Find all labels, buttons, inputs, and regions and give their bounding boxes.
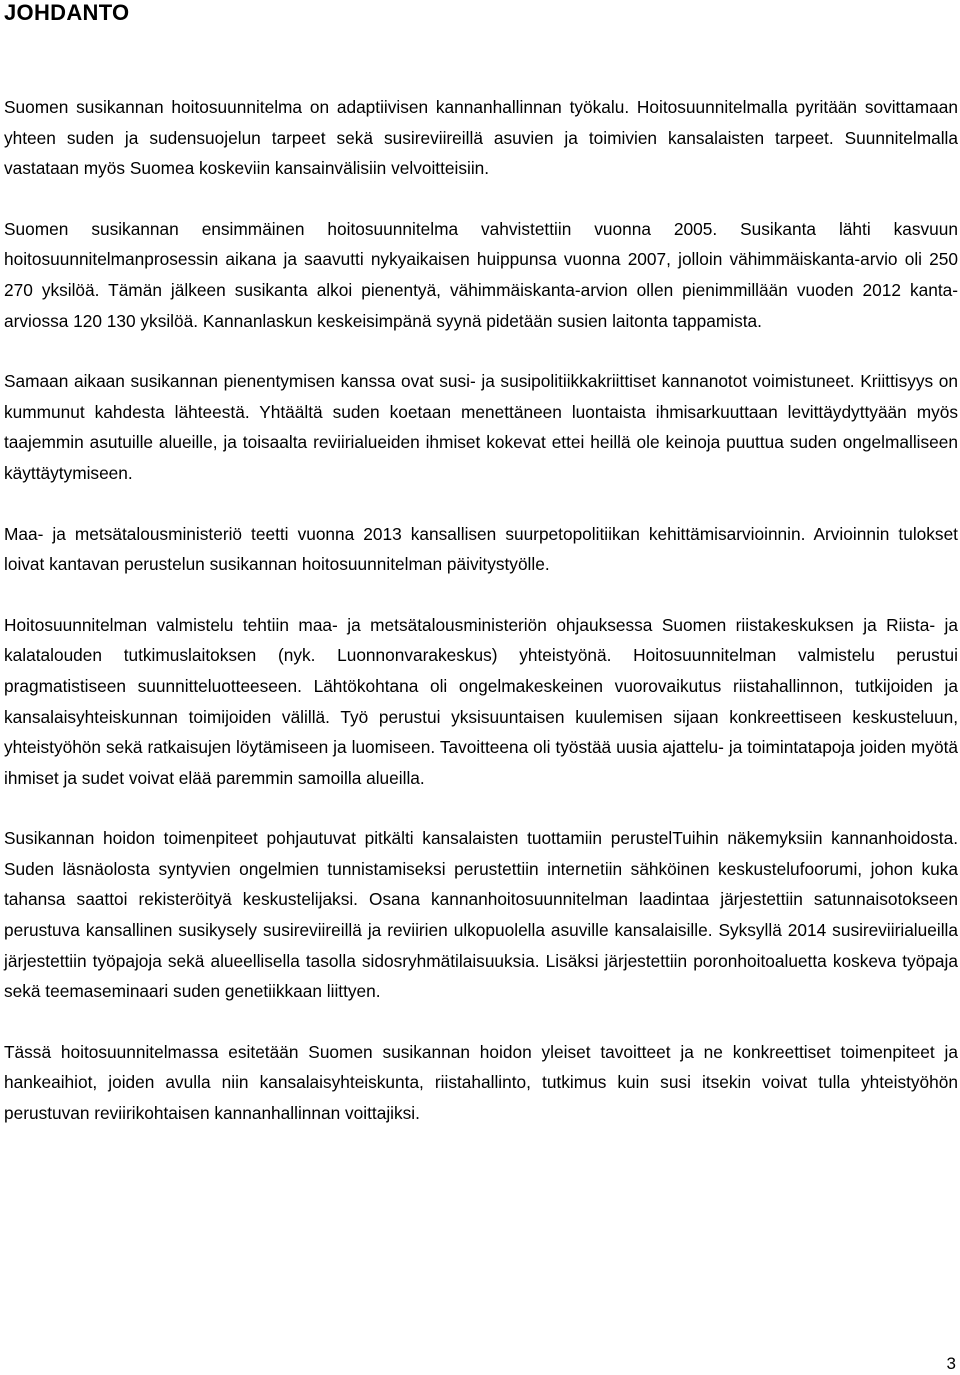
paragraph-preparation: Hoitosuunnitelman valmistelu tehtiin maa- ja metsätalousministeriön ohjauksessa Suomen riistakeskuksen ja Riista- ja kalatalouden tutkimuslaitoksen (nyk. Luonnonvarakeskus) yhteistyönä. Hoitosuunnitelman valmistelu perustui pragmatistiseen suunnitteluotteeseen. Lähtökohtana oli ongelmakeskeinen vuorovaikutus riistahallinnon, tutkijoiden ja kansalaisyhteiskunnan toimijoiden välillä. Työ perustui yksisuuntaisen kuulemisen sijaan konkreettiseen keskusteluun, yhteistyöhön sekä ratkaisujen löytämiseen ja luomiseen. Tavoitteena oli työstää uusia ajattelu- ja toimintatapoja joiden myötä ihmiset ja sudet voivat elää paremmin samoilla alueilla. [4,614,958,788]
paragraph-evaluation: Maa- ja metsätalousministeriö teetti vuonna 2013 kansallisen suurpetopolitiikan kehittämisarvioinnin. Arvioinnin tulokset loivat kantavan perustelun susikannan hoitosuunnitelman päivitystyölle. [4,523,958,575]
document-page [4,0,958,1129]
paragraph-summary: Tässä hoitosuunnitelmassa esitetään Suomen susikannan hoidon yleiset tavoitteet ja ne konkreettiset toimenpiteet ja hankeaihiot, joiden avulla niin kansalaisyhteiskunta, riistahallinto, tutkimus kuin susi itsekin voivat tulla yhteistyöhön perustuvan reviirikohtaisen kannanhallinnan voittajiksi. [4,1041,958,1124]
paragraph-history: Suomen susikannan ensimmäinen hoitosuunnitelma vahvistettiin vuonna 2005. Susikanta lähti kasvuun hoitosuunnitelmanprosessin aikana ja saavutti nykyaikaisen huippunsa vuonna 2007, jolloin vähimmäiskanta-arvio oli 250 270 yksilöä. Tämän jälkeen susikanta alkoi pienentyä, vähimmäiskanta-arvion ollen pienimmillään vuoden 2012 kanta-arviossa 120 130 yksilöä. Kannanlaskun keskeisimpänä syynä pidetään susien laitonta tappamista. [4,218,958,331]
paragraph-measures: Susikannan hoidon toimenpiteet pohjautuvat pitkälti kansalaisten tuottamiin perustelTuihin näkemyksiin kannanhoidosta. Suden läsnäolosta syntyvien ongelmien tunnistamiseksi perustettiin internetiin sähköinen keskustelufoorumi, johon kuka tahansa saattoi rekisteröityä keskustelijaksi. Osana kannanhoitosuunnitelman laadintaa järjestettiin satunnaisotokseen perustuva kansallinen susikysely susireviireillä ja reviirien ulkopuolella asuville kansalaisille. Syksyllä 2014 susireviirialueilla järjestettiin työpajoja sekä alueellisella tasolla sidosryhmätilaisuuksia. Lisäksi järjestettiin poronhoitoaluetta koskeva työpaja sekä teemaseminaari suden genetiikkaan liittyen. [4,828,958,1002]
page-title: JOHDANTO [4,0,130,25]
paragraph-intro: Suomen susikannan hoitosuunnitelma on adaptiivisen kannanhallinnan työkalu. Hoitosuunnitelmalla pyritään sovittamaan yhteen suden ja sudensuojelun tarpeet sekä susireviireillä asuvien ja toimivien kansalaisten tarpeet. Suunnitelmalla vastataan myös Suomea koskeviin kansainvälisiin velvoitteisiin. [4,97,958,179]
paragraph-criticism: Samaan aikaan susikannan pienentymisen kanssa ovat susi- ja susipolitiikkakriittiset kannanotot voimistuneet. Kriittisyys on kummunut kahdesta lähteestä. Yhtäältä suden koetaan menettäneen luontaista ihmisarkuuttaan levittäydyttyään myös taajemmin asutuille alueille, ja toisaalta reviirialueiden ihmiset kokevat ettei heillä ole keinoja puuttua suden ongelmalliseen käyttäytymiseen. [4,371,958,483]
page-number: 3 [946,1354,956,1373]
